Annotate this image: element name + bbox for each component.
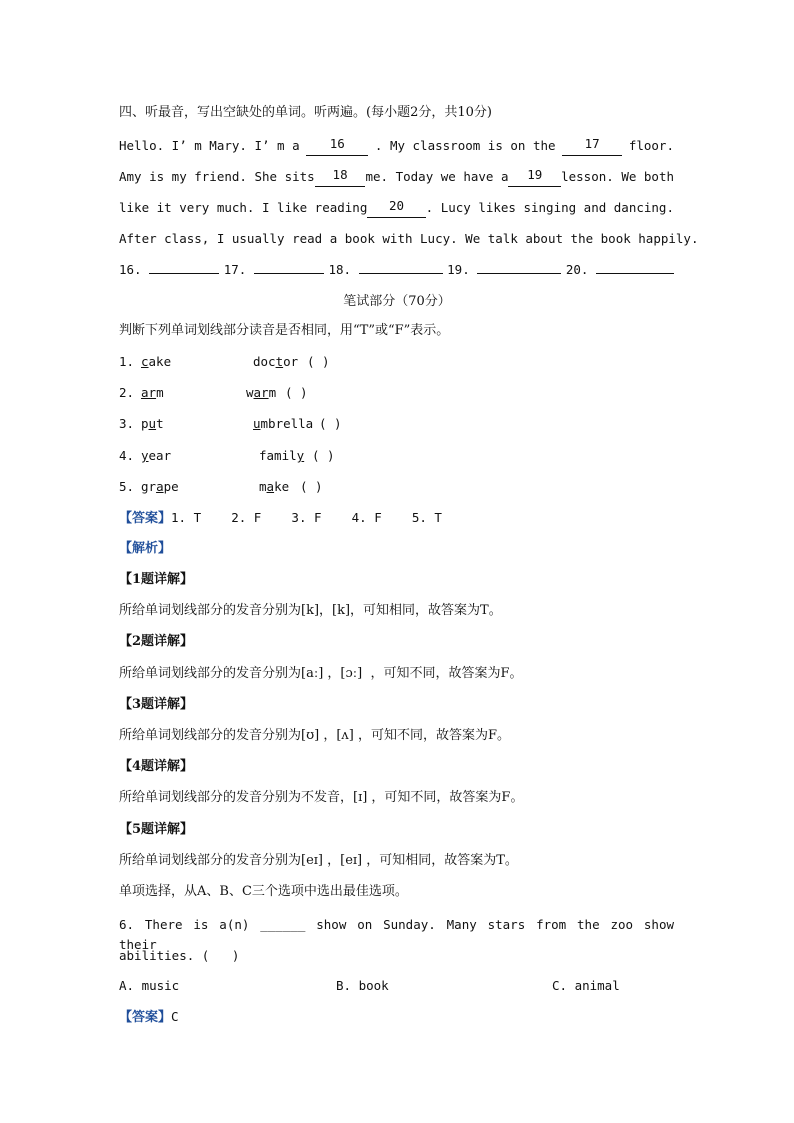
blank-17: 17 xyxy=(562,136,622,156)
detail-3-text: 所给单词划线部分的发音分别为[ʊ] ，[ʌ] ，可知不同，故答案为F。 xyxy=(119,728,510,743)
passage-text: lesson. We both xyxy=(561,169,674,184)
answer-text: 1. T 2. F 3. F 4. F 5. T xyxy=(171,510,442,525)
question-6-answer xyxy=(119,1007,179,1028)
detail-3-tag: 【3题详解】 xyxy=(119,697,194,712)
phonics-item-4: 4. year family ( ) xyxy=(119,448,335,463)
answer-tag: 【答案】 xyxy=(119,1010,172,1025)
phonics-answer xyxy=(119,508,442,529)
passage-line-1 xyxy=(119,136,674,156)
detail-5-tag: 【5题详解】 xyxy=(119,822,194,837)
passage-text: me. Today we have a xyxy=(365,169,509,184)
blank-19: 19 xyxy=(508,167,561,187)
answer-slot-16: 16. xyxy=(119,260,219,280)
phonics-item-3: 3. put umbrella ( ) xyxy=(119,416,342,431)
detail-2-text: 所给单词划线部分的发音分别为[aː] ，[ɔː] ，可知不同，故答案为F。 xyxy=(119,666,523,681)
option-a: A. music xyxy=(119,978,180,993)
detail-1-text: 所给单词划线部分的发音分别为[k]，[k]，可知相同，故答案为T。 xyxy=(119,603,502,618)
listening-heading: 四、听最音，写出空缺处的单词。听两遍。(每小题2分，共10分) xyxy=(119,105,492,120)
detail-4-text: 所给单词划线部分的发音分别为不发音，[ɪ] ，可知不同，故答案为F。 xyxy=(119,790,524,805)
passage-line-3 xyxy=(119,198,674,218)
answer-tag: 【答案】 xyxy=(119,511,172,526)
detail-2-tag: 【2题详解】 xyxy=(119,634,194,649)
phonics-instruction: 判断下列单词划线部分读音是否相同，用“T”或“F”表示。 xyxy=(119,323,450,338)
phonics-item-5: 5. grape make ( ) xyxy=(119,479,323,494)
choice-instruction: 单项选择，从A、B、C三个选项中选出最佳选项。 xyxy=(119,884,408,899)
blank-20: 20 xyxy=(367,198,425,218)
option-c: C. animal xyxy=(552,978,620,993)
analysis-tag: 【解析】 xyxy=(119,541,172,556)
passage-line-4: After class, I usually read a book with Lucy. We talk about the book happily. xyxy=(119,231,699,246)
passage-text: floor. xyxy=(628,138,674,153)
answer-slot-20: 20. xyxy=(566,260,674,280)
passage-text: like it very much. I like reading xyxy=(119,200,368,215)
detail-1-tag: 【1题详解】 xyxy=(119,572,194,587)
blank-16: 16 xyxy=(306,136,368,156)
answer-text: C xyxy=(171,1009,179,1024)
detail-5-text: 所给单词划线部分的发音分别为[eɪ] ，[eɪ] ，可知相同，故答案为T。 xyxy=(119,853,518,868)
option-b: B. book xyxy=(336,978,389,993)
detail-4-tag: 【4题详解】 xyxy=(119,759,194,774)
answer-slot-19: 19. xyxy=(447,260,561,280)
passage-line-2 xyxy=(119,167,674,187)
question-6-line-2: abilities. ( ) xyxy=(119,948,240,963)
passage-text: . My classroom is on the xyxy=(374,138,556,153)
passage-text: Hello. I’ m Mary. I’ m a xyxy=(119,138,300,153)
answer-slot-18: 18. xyxy=(328,260,442,280)
blank-18: 18 xyxy=(315,167,366,187)
question-6-line-1: 6. There is a(n) ______ show on Sunday. Many stars from the zoo show their xyxy=(119,917,674,952)
phonics-item-1: 1. cake doctor ( ) xyxy=(119,354,330,369)
answer-blanks-line xyxy=(119,260,674,280)
passage-text: . Lucy likes singing and dancing. xyxy=(425,200,674,215)
written-section-title: 笔试部分（70分） xyxy=(343,294,451,309)
answer-slot-17: 17. xyxy=(224,260,324,280)
phonics-item-2: 2. arm warm ( ) xyxy=(119,385,308,400)
passage-text: Amy is my friend. She sits xyxy=(119,169,315,184)
